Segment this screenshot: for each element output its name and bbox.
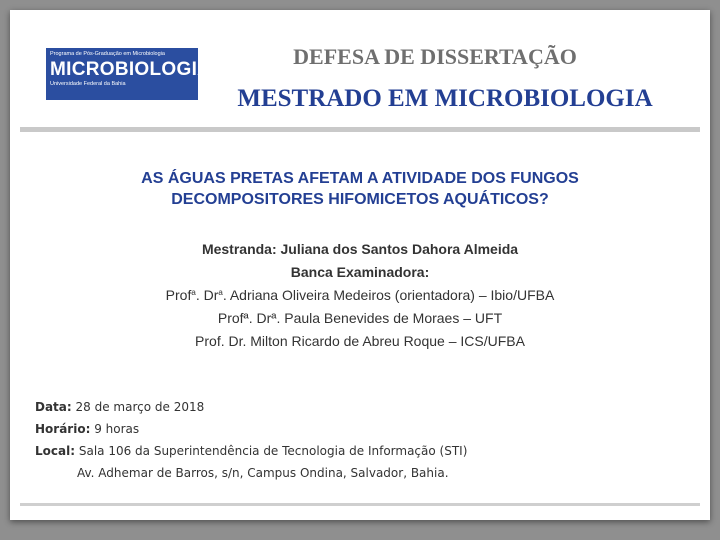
- header-defesa: DEFESA DE DISSERTAÇÃO: [293, 44, 577, 69]
- event-info: [35, 396, 675, 484]
- committee-member-3: Prof. Dr. Milton Ricardo de Abreu Roque – ICS/UFBA: [195, 333, 525, 349]
- member-1-dr: . Dr: [195, 287, 219, 303]
- logo-program-text: Programa de Pós-Graduação em Microbiologia: [50, 51, 165, 57]
- logo-university-text: Universidade Federal da Bahia: [50, 81, 126, 87]
- location-label: Local:: [35, 444, 76, 458]
- member-1-sup-b: a: [218, 288, 223, 297]
- member-1-sup-a: a: [191, 288, 196, 297]
- title-line-1: AS ÁGUAS PRETAS AFETAM A ATIVIDADE DOS FUNGOS: [141, 170, 579, 187]
- logo-title: MICROBIOLOGIA: [50, 59, 212, 80]
- location-address: Av. Adhemar de Barros, s/n, Campus Ondina, Salvador, Bahia.: [77, 466, 449, 480]
- date-value: 28 de março de 2018: [75, 400, 205, 414]
- member-1-name: . Adriana Oliveira Medeiros (orientadora) – Ibio/UFBA: [222, 287, 555, 303]
- time-value: 9 horas: [94, 422, 140, 436]
- time-label: Horário:: [35, 422, 91, 436]
- location-row: [35, 440, 675, 462]
- footer-divider: [20, 503, 700, 506]
- title-line-2: DECOMPOSITORES HIFOMICETOS AQUÁTICOS?: [171, 191, 549, 208]
- committee-section: [50, 238, 670, 353]
- dissertation-title: [50, 168, 670, 210]
- header-mestrado: MESTRADO EM MICROBIOLOGIA: [237, 85, 653, 112]
- header-divider: [20, 127, 700, 132]
- location-value: Sala 106 da Superintendência de Tecnologia de Informação (STI): [78, 444, 468, 458]
- mestranda-line: Mestranda: Juliana dos Santos Dahora Almeida: [201, 241, 519, 257]
- slide: [10, 10, 710, 520]
- time-row: [35, 418, 675, 440]
- date-label: Data:: [35, 400, 72, 414]
- banca-label: Banca Examinadora:: [290, 264, 430, 280]
- date-row: [35, 396, 675, 418]
- member-1-prof: Prof: [165, 287, 192, 303]
- committee-member-2: Profª. Drª. Paula Benevides de Moraes – UFT: [217, 310, 503, 326]
- committee-member-1: [50, 284, 670, 307]
- microbiologia-logo: [46, 48, 212, 100]
